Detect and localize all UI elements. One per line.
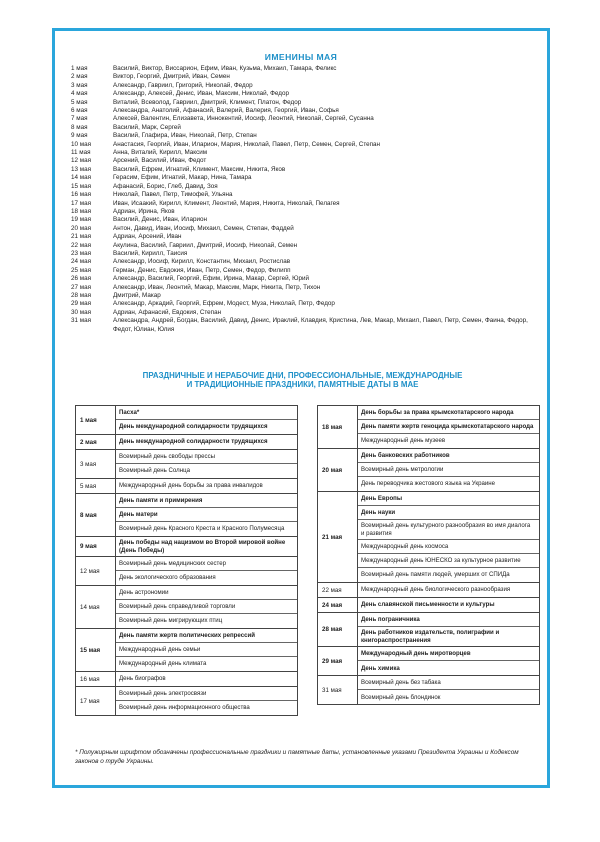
holiday-group <box>76 450 297 479</box>
holiday-group <box>76 687 297 715</box>
holiday-event: Всемирный день метрологии <box>358 463 539 477</box>
name-day-date: 2 мая <box>71 73 88 81</box>
holiday-date: 18 мая <box>318 406 358 448</box>
holiday-event: День науки <box>358 506 539 520</box>
name-day-date: 25 мая <box>71 266 91 274</box>
name-day-names: Василий, Марк, Сергей <box>113 123 181 131</box>
content-frame <box>52 28 550 788</box>
name-day-names: Антон, Давид, Иван, Иосиф, Михаил, Семен, Степан, Фаддей <box>113 224 294 232</box>
holiday-event: Международный день миротворцев <box>358 647 539 661</box>
holiday-date: 9 мая <box>76 537 116 556</box>
holiday-date: 29 мая <box>318 647 358 675</box>
holiday-event: День памяти и примирения <box>116 494 297 508</box>
holidays-table-left <box>75 405 298 716</box>
holiday-event: Международный день семьи <box>116 643 297 657</box>
name-day-row <box>71 216 541 224</box>
holiday-event: Международный день ЮНЕСКО за культурное развитие <box>358 554 539 568</box>
holiday-event: День банковских работников <box>358 449 539 463</box>
holiday-event: День астрономии <box>116 586 297 600</box>
name-day-names: Александр, Гавриил, Григорий, Николай, Федор <box>113 81 253 89</box>
name-day-date: 22 мая <box>71 241 91 249</box>
name-day-date: 29 мая <box>71 300 91 308</box>
holiday-date: 31 мая <box>318 676 358 704</box>
holiday-event: День переводчика жестового языка на Украине <box>361 480 496 488</box>
footnote: * Полужирным шрифтом обозначены профессиональные праздники и памятные даты, установленные указами Президента Украины и Кодексом законов о труде Украины. <box>75 749 519 765</box>
name-day-names: Александра, Андрей, Богдан, Василий, Давид, Денис, Ираклий, Клавдия, Кристина, Лев, Макар, Михаил, Павел, Петр, Семен, Фаина, Федор, Федот, Юлиан, Юлия <box>113 317 528 333</box>
name-day-date: 5 мая <box>71 98 88 106</box>
name-day-row <box>71 73 541 81</box>
holiday-group <box>76 406 297 435</box>
name-day-names: Адриан, Арсений, Иван <box>113 233 182 241</box>
name-day-date: 6 мая <box>71 107 88 115</box>
name-day-names: Александр, Алексей, Денис, Иван, Максим, Николай, Федор <box>113 90 289 98</box>
name-days-list <box>71 65 541 334</box>
name-day-names: Василий, Кирилл, Таисия <box>113 249 188 257</box>
holiday-event: Всемирный день электросвязи <box>116 687 297 701</box>
holiday-event: Международный день космоса <box>358 540 539 554</box>
name-day-row <box>71 250 541 258</box>
holidays-title-line2: И ТРАДИЦИОННЫЕ ПРАЗДНИКИ, ПАМЯТНЫЕ ДАТЫ В МАЕ <box>186 380 419 390</box>
holiday-event: День работников издательств, полиграфии и книгораспространения <box>361 629 500 644</box>
name-day-names: Василий, Денис, Иван, Иларион <box>113 216 207 224</box>
name-day-date: 30 мая <box>71 308 91 316</box>
name-day-names: Алексей, Валентин, Елизавета, Иннокентий, Иосиф, Леонтий, Николай, Сергей, Сусанна <box>113 115 374 123</box>
name-day-row <box>71 242 541 250</box>
holiday-group <box>318 406 539 449</box>
holiday-group <box>76 672 297 687</box>
holiday-event: Всемирный день справедливой торговли <box>116 600 297 614</box>
name-day-row <box>71 132 541 140</box>
name-day-date: 17 мая <box>71 199 91 207</box>
name-day-date: 4 мая <box>71 90 88 98</box>
holiday-event: День Европы <box>358 492 539 506</box>
name-day-date: 13 мая <box>71 165 91 173</box>
name-day-row <box>71 82 541 90</box>
name-day-names: Александр, Иван, Леонтий, Макар, Максим, Марк, Никита, Петр, Тихон <box>113 283 321 291</box>
holiday-event: День памяти жертв геноцида крымскотатарского народа <box>358 420 539 434</box>
name-day-date: 11 мая <box>71 149 91 157</box>
name-day-names: Анастасия, Георгий, Иван, Иларион, Мария, Николай, Павел, Петр, Семен, Сергей, Степан <box>113 140 381 148</box>
holiday-date: 14 мая <box>76 586 116 628</box>
name-day-date: 7 мая <box>71 115 88 123</box>
holidays-title-line1: ПРАЗДНИЧНЫЕ И НЕРАБОЧИЕ ДНИ, ПРОФЕССИОНАЛЬНЫЕ, МЕЖДУНАРОДНЫЕ <box>142 371 463 380</box>
holiday-date: 1 мая <box>76 406 116 434</box>
name-day-date: 9 мая <box>71 132 88 140</box>
name-day-row <box>71 225 541 233</box>
name-day-names: Афанасий, Борис, Глеб, Давид, Зоя <box>113 182 218 190</box>
name-day-names: Александра, Анатолий, Афанасий, Валерий, Валерия, Георгий, Иван, Софья <box>113 107 339 115</box>
name-day-row <box>71 309 541 317</box>
name-day-row <box>71 275 541 283</box>
holiday-event: Всемирный день Солнца <box>119 467 190 475</box>
name-day-date: 26 мая <box>71 275 91 283</box>
name-day-date: 10 мая <box>71 140 91 148</box>
name-day-row <box>71 200 541 208</box>
holiday-event: Всемирный день свободы прессы <box>116 450 297 464</box>
name-day-row <box>71 90 541 98</box>
holiday-date: 20 мая <box>318 449 358 491</box>
holiday-date: 8 мая <box>76 494 116 536</box>
name-day-names: Иван, Исаакий, Кирилл, Климент, Леонтий, Мария, Никита, Николай, Пелагея <box>113 199 340 207</box>
holiday-date: 22 мая <box>318 583 358 597</box>
name-day-names: Адриан, Афанасий, Евдокия, Степан <box>113 308 222 316</box>
name-day-row <box>71 258 541 266</box>
holiday-event: День биографов <box>119 675 166 683</box>
holiday-date: 5 мая <box>76 479 116 493</box>
name-day-names: Николай, Павел, Петр, Тимофей, Ульяна <box>113 191 233 199</box>
name-day-row <box>71 284 541 292</box>
name-day-date: 14 мая <box>71 174 91 182</box>
holiday-event: Всемирный день мигрирующих птиц <box>119 617 223 625</box>
name-day-date: 1 мая <box>71 65 88 72</box>
name-day-date: 28 мая <box>71 291 91 299</box>
name-day-date: 20 мая <box>71 224 91 232</box>
holiday-event: День борьбы за права крымскотатарского народа <box>358 406 539 420</box>
holiday-event: Международный день биологического разнообразия <box>361 586 511 594</box>
holiday-event: Всемирный день Красного Креста и Красного Полумесяца <box>119 525 285 533</box>
holidays-title <box>65 371 540 389</box>
name-day-names: Герасим, Ефим, Игнатий, Макар, Нина, Тамара <box>113 174 252 182</box>
name-day-names: Виталий, Всеволод, Гавриил, Дмитрий, Климент, Платон, Федор <box>113 98 302 106</box>
name-day-row <box>71 99 541 107</box>
holiday-event: Всемирный день без табака <box>358 676 539 690</box>
holiday-event: Всемирный день культурного разнообразия во имя диалога и развития <box>358 520 539 540</box>
holiday-date: 24 мая <box>318 598 358 612</box>
name-day-date: 24 мая <box>71 258 91 266</box>
holiday-event: День победы над нацизмом во Второй мировой войне (День Победы) <box>119 539 286 554</box>
holiday-group <box>76 537 297 557</box>
name-day-row <box>71 233 541 241</box>
name-day-date: 23 мая <box>71 249 91 257</box>
name-day-names: Александр, Аркадий, Георгий, Ефрем, Модест, Муза, Николай, Петр, Федор <box>113 300 335 308</box>
name-day-date: 31 мая <box>71 317 91 325</box>
holiday-group <box>76 479 297 494</box>
name-days-title: ИМЕНИНЫ МАЯ <box>264 52 338 62</box>
name-day-date: 27 мая <box>71 283 91 291</box>
holiday-event: Международный день борьбы за права инвалидов <box>119 482 263 490</box>
holiday-group <box>318 647 539 676</box>
name-day-date: 18 мая <box>71 207 91 215</box>
name-day-names: Анна, Виталий, Кирилл, Максим <box>113 149 208 157</box>
name-day-names: Василий, Виктор, Виссарион, Ефим, Иван, Кузьма, Михаил, Тамара, Феликс <box>113 65 337 72</box>
name-day-names: Адриан, Ирина, Яков <box>113 207 175 215</box>
holiday-date: 17 мая <box>76 687 116 715</box>
holiday-group <box>318 492 539 583</box>
name-day-date: 15 мая <box>71 182 91 190</box>
name-day-date: 3 мая <box>71 81 88 89</box>
holiday-date: 12 мая <box>76 557 116 585</box>
holiday-event: Всемирный день памяти людей, умерших от СПИДа <box>361 571 510 579</box>
name-day-date: 8 мая <box>71 123 88 131</box>
name-day-names: Виктор, Георгий, Дмитрий, Иван, Семен <box>113 73 230 81</box>
name-day-row <box>71 174 541 182</box>
holiday-event: День памяти жертв политических репрессий <box>116 629 297 643</box>
holiday-event: Международный день климата <box>119 660 207 668</box>
holidays-table-right <box>317 405 540 705</box>
holiday-event: Международный день музеев <box>361 437 446 445</box>
holiday-event: День пограничника <box>358 613 539 627</box>
holiday-date: 15 мая <box>76 629 116 671</box>
holiday-group <box>318 449 539 492</box>
holiday-event: Всемирный день информационного общества <box>119 704 250 712</box>
holiday-group <box>318 613 539 647</box>
name-day-names: Александр, Иосиф, Кирилл, Константин, Михаил, Ростислав <box>113 258 291 266</box>
holiday-event: День международной солидарности трудящихся <box>119 423 268 431</box>
holiday-event: Пасха* <box>116 406 297 420</box>
holiday-date: 3 мая <box>76 450 116 478</box>
holiday-event: День экологического образования <box>119 574 216 582</box>
name-day-row <box>71 300 541 308</box>
holiday-group <box>318 598 539 613</box>
holiday-group <box>76 435 297 450</box>
name-day-names: Арсений, Василий, Иван, Федот <box>113 157 207 165</box>
name-day-row <box>71 267 541 275</box>
holiday-group <box>318 676 539 704</box>
holiday-event: Всемирный день блондинок <box>361 693 441 701</box>
holiday-date: 2 мая <box>76 435 116 449</box>
name-day-names: Дмитрий, Макар <box>113 291 161 299</box>
name-day-row <box>71 183 541 191</box>
holiday-date: 21 мая <box>318 492 358 582</box>
holiday-group <box>76 629 297 672</box>
holiday-event: День химика <box>361 664 400 672</box>
name-day-row <box>71 317 541 334</box>
holiday-event: День матери <box>116 508 297 522</box>
name-day-names: Акулина, Василий, Гавриил, Дмитрий, Иосиф, Николай, Семен <box>113 241 298 249</box>
name-day-row <box>71 115 541 123</box>
name-day-row <box>71 141 541 149</box>
holiday-date: 28 мая <box>318 613 358 646</box>
holiday-date: 16 мая <box>76 672 116 686</box>
holiday-event: День международной солидарности трудящихся <box>119 438 268 446</box>
holiday-group <box>76 586 297 629</box>
name-day-row <box>71 157 541 165</box>
name-day-date: 16 мая <box>71 191 91 199</box>
holiday-event: Всемирный день медицинских сестер <box>116 557 297 571</box>
name-day-names: Герман, Денис, Евдокия, Иван, Петр, Семен, Федор, Филипп <box>113 266 291 274</box>
holiday-group <box>76 494 297 537</box>
name-day-row <box>71 124 541 132</box>
name-day-names: Александр, Василий, Георгий, Ефим, Ирина, Макар, Сергей, Юрий <box>113 275 309 283</box>
name-day-row <box>71 191 541 199</box>
holiday-group <box>76 557 297 586</box>
name-day-date: 21 мая <box>71 233 91 241</box>
name-day-names: Василий, Глафира, Иван, Николай, Петр, Степан <box>113 132 257 140</box>
holiday-event: День славянской письменности и культуры <box>361 601 495 609</box>
name-day-names: Василий, Ефрем, Игнатий, Климент, Максим, Никита, Яков <box>113 165 286 173</box>
holiday-group <box>318 583 539 598</box>
name-day-date: 19 мая <box>71 216 91 224</box>
name-day-date: 12 мая <box>71 157 91 165</box>
